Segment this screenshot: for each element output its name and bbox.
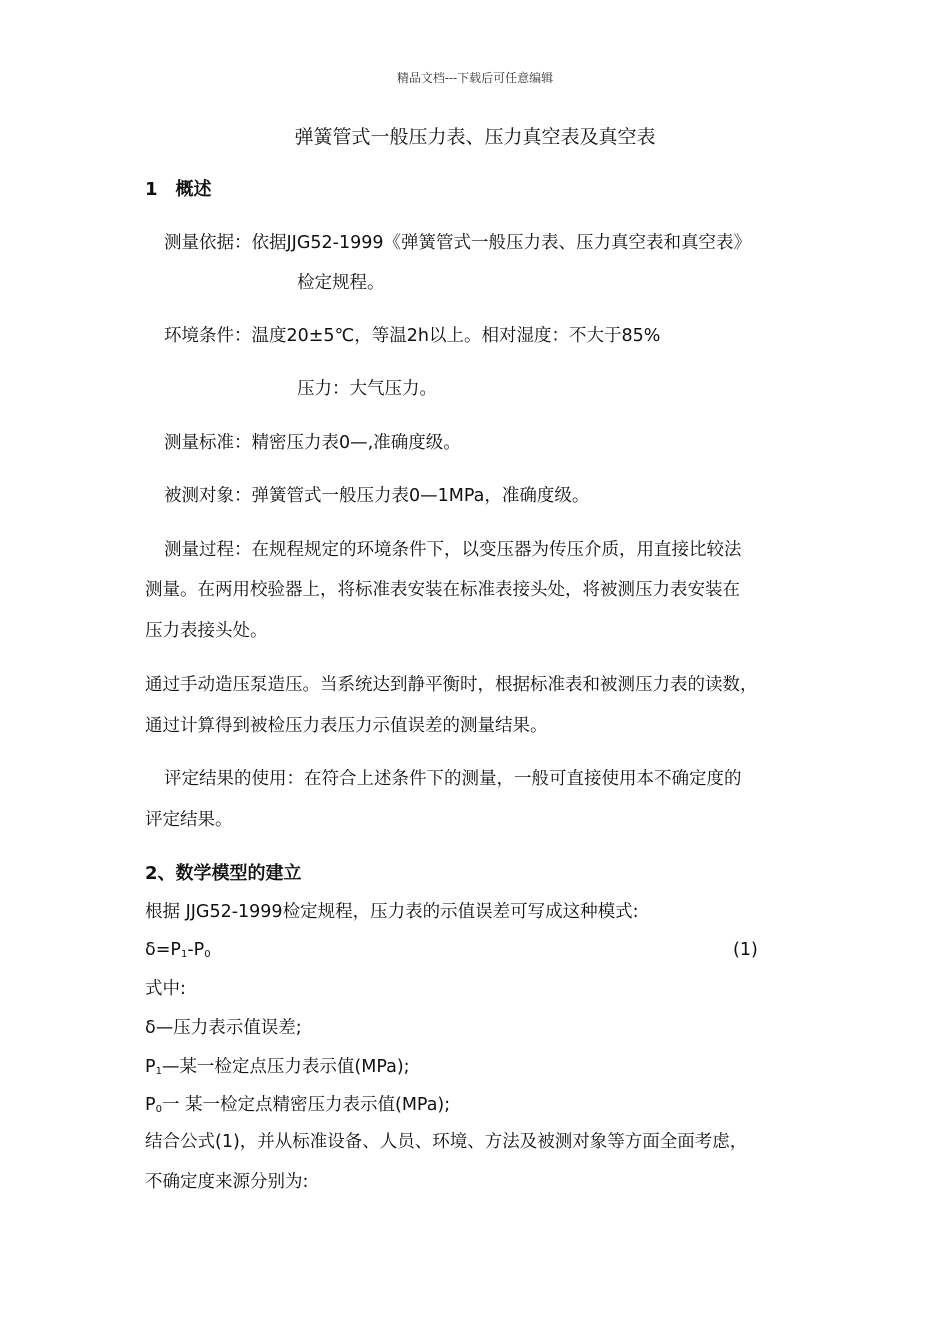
formula-number: (1) [733, 940, 758, 960]
definition-p1 [145, 1055, 410, 1084]
p1-text: —某一检定点压力表示值(MPa); [161, 1057, 410, 1077]
section-1-heading: 1 概述 [145, 179, 212, 200]
formula-sub-0: 0 [204, 949, 211, 960]
process-line-3: 压力表接头处。 [145, 621, 268, 641]
measured-object: 被测对象：弹簧管式一般压力表0—1MPa，准确度级。 [164, 486, 590, 506]
p0-symbol: P [145, 1095, 156, 1115]
pump-line-1: 通过手动造压泵造压。当系统达到静平衡时，根据标准表和被测压力表的读数， [145, 675, 758, 695]
p1-subscript: 1 [155, 1066, 162, 1077]
page-header: 精品文档---下载后可任意编辑 [396, 71, 554, 85]
p0-text: 一 某一检定点精密压力表示值(MPa); [161, 1095, 451, 1115]
formula [145, 938, 211, 967]
process-line-2: 测量。在两用校验器上，将标准表安装在标准表接头处，将被测压力表安装在 [145, 580, 740, 600]
where-label: 式中: [145, 979, 186, 999]
process-line-1: 测量过程：在规程规定的环境条件下，以变压器为传压介质，用直接比较法 [164, 540, 742, 560]
formula-eq: =P [155, 940, 181, 960]
environment-line-1: 环境条件：温度20±5℃，等温2h以上。相对湿度：不大于85% [164, 326, 661, 346]
pump-line-2: 通过计算得到被检压力表压力示值误差的测量结果。 [145, 716, 548, 736]
definition-delta: δ—压力表示值误差; [145, 1018, 302, 1038]
basis-line-1: 测量依据：依据JJG52-1999《弹簧管式一般压力表、压力真空表和真空表》 [164, 233, 751, 253]
p0-subscript: 0 [155, 1104, 162, 1115]
p1-symbol: P [145, 1057, 156, 1077]
combine-line-2: 不确定度来源分别为: [145, 1172, 309, 1192]
usage-line-1: 评定结果的使用：在符合上述条件下的测量，一般可直接使用本不确定度的 [164, 769, 742, 789]
formula-delta: δ [145, 940, 156, 960]
document-title: 弹簧管式一般压力表、压力真空表及真空表 [294, 126, 656, 148]
combine-line-1: 结合公式(1)，并从标准设备、人员、环境、方法及被测对象等方面全面考虑， [145, 1132, 748, 1152]
basis-line-2: 检定规程。 [297, 273, 385, 293]
section-2-heading: 2、数学模型的建立 [145, 863, 302, 884]
measurement-standard: 测量标准：精密压力表0—,准确度级。 [164, 433, 461, 453]
environment-line-2: 压力：大气压力。 [297, 379, 437, 399]
model-intro: 根据 JJG52-1999检定规程，压力表的示值误差可写成这种模式: [145, 902, 639, 922]
usage-line-2: 评定结果。 [145, 810, 233, 830]
formula-minus: -P [187, 940, 205, 960]
definition-p0 [145, 1093, 450, 1122]
formula-sub-1: 1 [180, 949, 188, 960]
